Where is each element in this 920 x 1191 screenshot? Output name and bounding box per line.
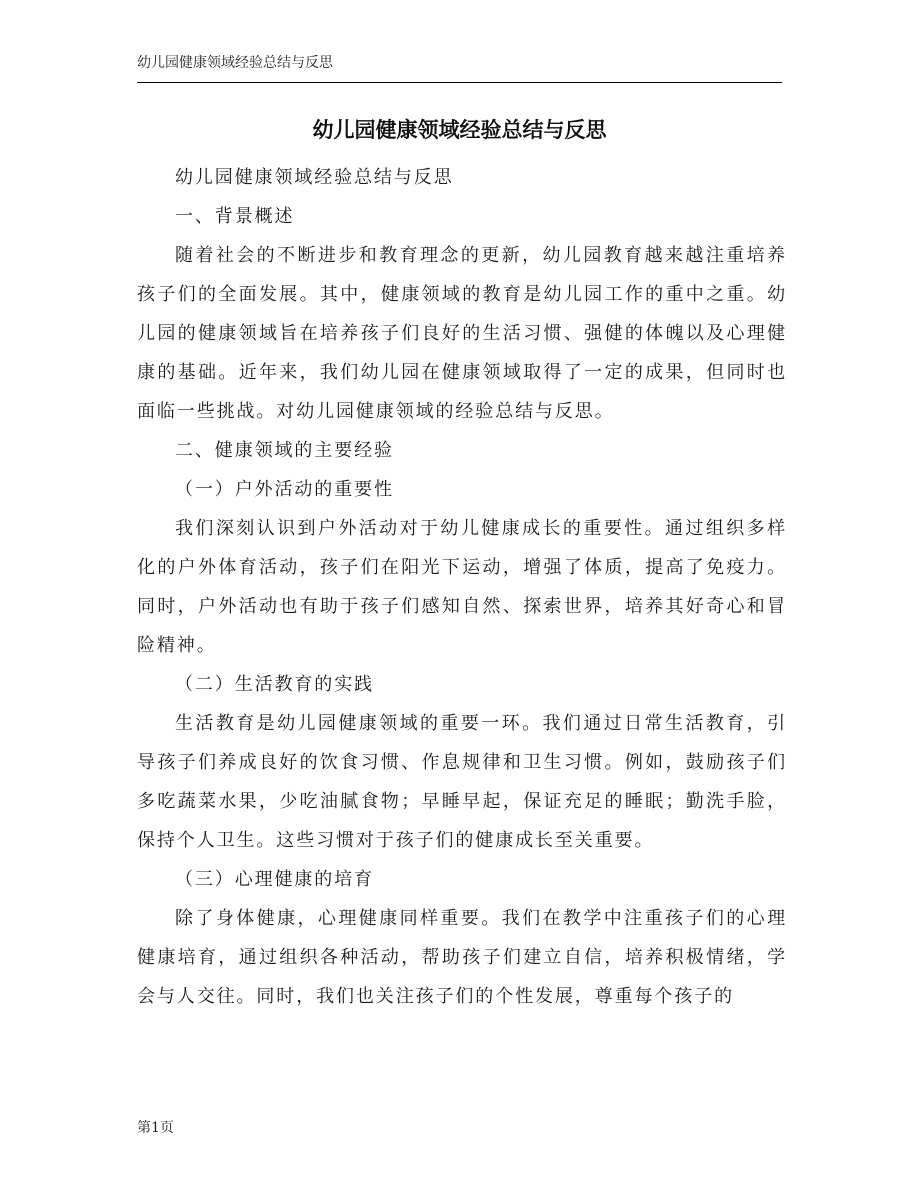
paragraph-subtitle: 幼儿园健康领域经验总结与反思	[175, 167, 454, 188]
header-rule	[137, 82, 782, 83]
paragraph: 生活教育是幼儿园健康领域的重要一环。我们通过日常生活教育，引导孩子们养成良好的饮食习惯、作息规律和卫生习惯。例如，鼓励孩子们多吃蔬菜水果，少吃油腻食物；早睡早起，保证充足的睡眠；勤洗手脸，保持个人卫生。这些习惯对于孩子们的健康成长至关重要。	[137, 713, 787, 851]
subsection-heading-1: （一）户外活动的重要性	[175, 479, 394, 500]
document-body	[137, 158, 787, 1016]
paragraph: 我们深刻认识到户外活动对于幼儿健康成长的重要性。通过组织多样化的户外体育活动，孩子们在阳光下运动，增强了体质，提高了免疫力。同时，户外活动也有助于孩子们感知自然、探索世界，培养其好奇心和冒险精神。	[137, 518, 787, 656]
section-heading-2: 二、健康领域的主要经验	[175, 440, 394, 461]
subsection-heading-3: （三）心理健康的培育	[175, 869, 374, 890]
running-header: 幼儿园健康领域经验总结与反思	[137, 55, 333, 71]
paragraph: 随着社会的不断进步和教育理念的更新，幼儿园教育越来越注重培养孩子们的全面发展。其中，健康领域的教育是幼儿园工作的重中之重。幼儿园的健康领域旨在培养孩子们良好的生活习惯、强健的体魄以及心理健康的基础。近年来，我们幼儿园在健康领域取得了一定的成果，但同时也面临一些挑战。对幼儿园健康领域的经验总结与反思。	[137, 245, 787, 422]
paragraph: 除了身体健康，心理健康同样重要。我们在教学中注重孩子们的心理健康培育，通过组织各种活动，帮助孩子们建立自信，培养积极情绪，学会与人交往。同时，我们也关注孩子们的个性发展，尊重每个孩子的	[137, 908, 787, 1007]
subsection-heading-2: （二）生活教育的实践	[175, 674, 374, 695]
page-number: 第1页	[137, 1120, 174, 1136]
document-title: 幼儿园健康领域经验总结与反思	[312, 117, 607, 142]
section-heading-1: 一、背景概述	[175, 206, 295, 227]
